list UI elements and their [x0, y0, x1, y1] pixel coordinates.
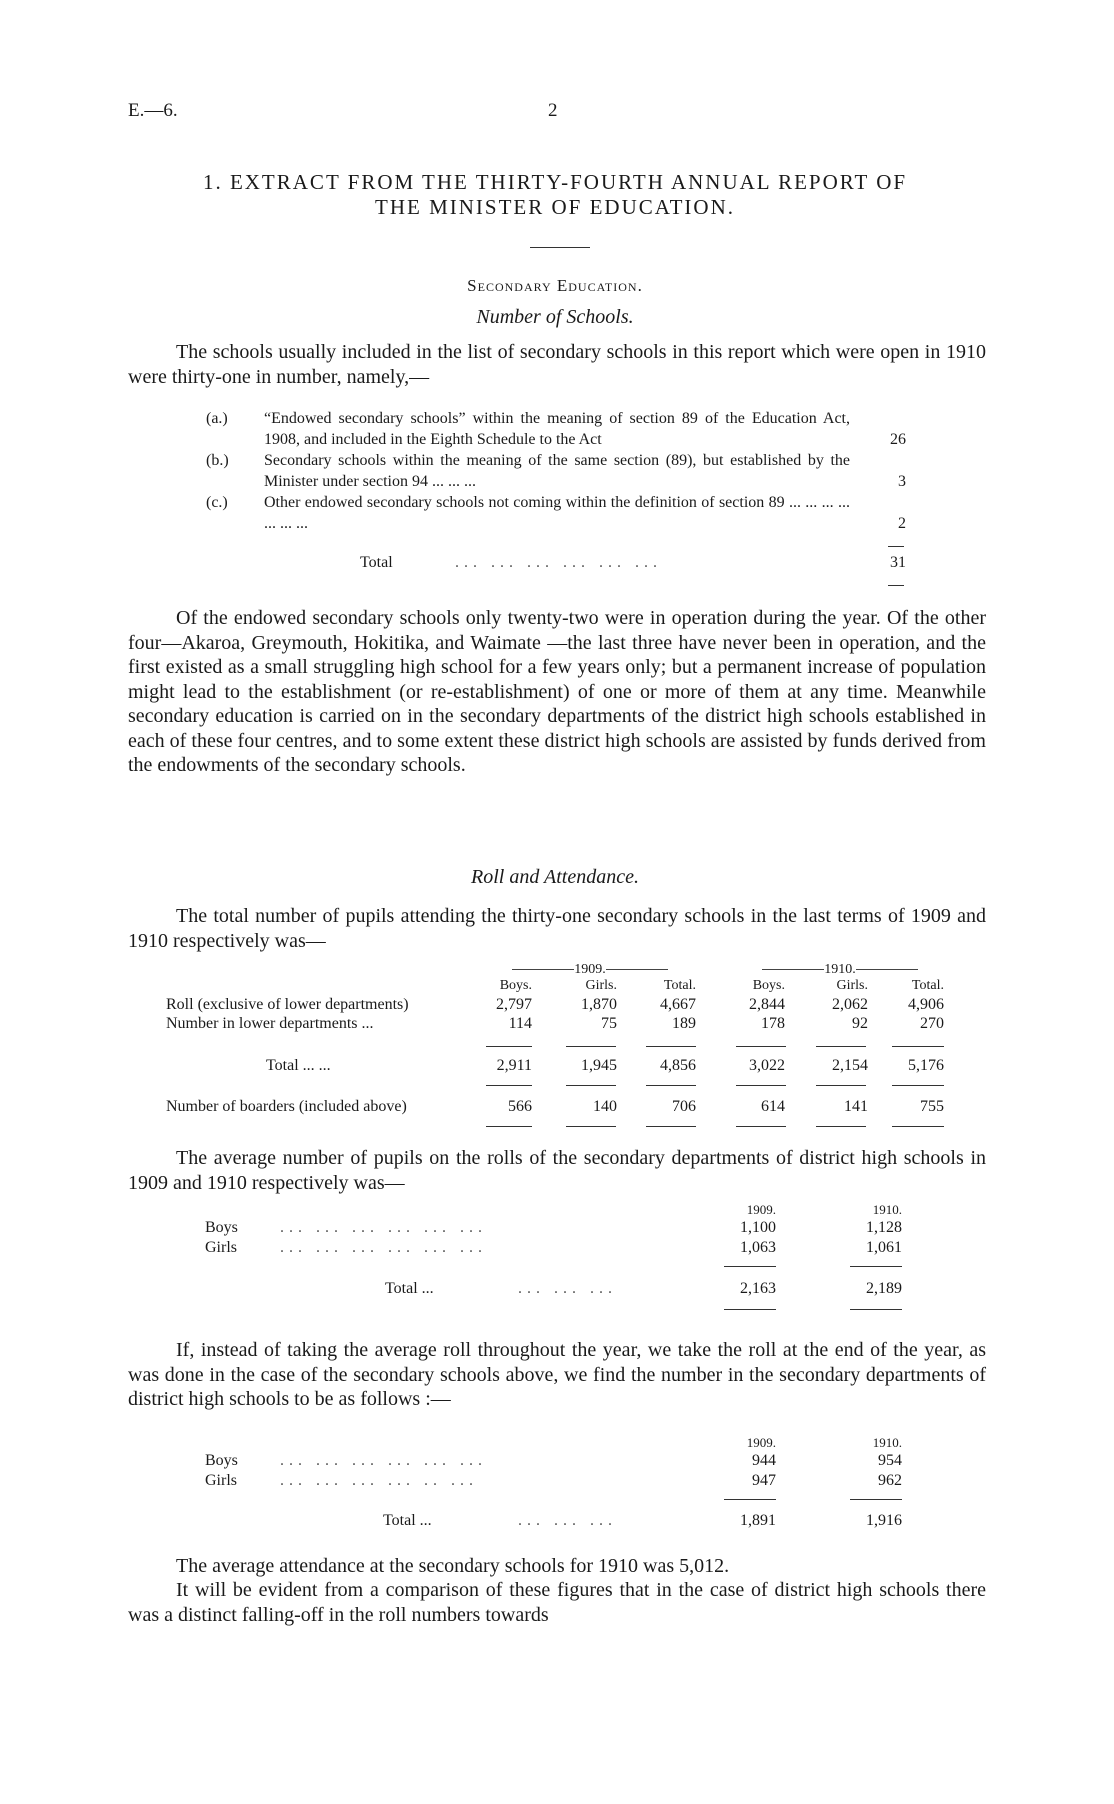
list-item-count: 26	[890, 431, 906, 448]
row-label: Total ...	[383, 1512, 432, 1529]
table-cell: 1,916	[866, 1512, 902, 1529]
table-cell: 2,189	[866, 1280, 902, 1297]
list-item-label: (c.)	[206, 494, 228, 511]
table-cell: 1,891	[740, 1512, 776, 1529]
table-cell: 5,176	[908, 1057, 944, 1074]
school-list	[206, 408, 906, 534]
table-cell: 270	[920, 1015, 944, 1032]
sum-rule	[724, 1499, 776, 1500]
column-header: Girls.	[585, 978, 617, 993]
sum-rule	[646, 1126, 696, 1127]
sum-rule	[566, 1046, 616, 1047]
leader-dots: ... ... ... ... .. ...	[280, 1472, 478, 1489]
table-cell: 4,667	[660, 996, 696, 1013]
table-cell: 2,911	[496, 1057, 532, 1074]
table-cell: 1,945	[581, 1057, 617, 1074]
sum-rule	[850, 1499, 902, 1500]
list-sum-rule	[888, 546, 904, 547]
average-roll-paragraph: The average number of pupils on the rolls of the secondary departments of district high schools in 1909 and 1910 respectively was—	[128, 1147, 986, 1194]
table-cell: 92	[852, 1015, 868, 1032]
row-label: Number of boarders (included above)	[166, 1098, 407, 1115]
document-reference: E.—6.	[128, 100, 178, 121]
sum-rule	[816, 1085, 866, 1086]
year-group-header: 1910.	[735, 962, 945, 978]
sum-rule	[486, 1126, 532, 1127]
row-label: Total ...	[385, 1280, 434, 1297]
sum-rule	[566, 1085, 616, 1086]
leader-dots: ... ... ... ... ... ...	[280, 1239, 487, 1256]
leader-dots: ... ... ...	[518, 1280, 617, 1297]
table-cell: 755	[920, 1098, 944, 1115]
row-label: Boys	[205, 1219, 238, 1236]
table-cell: 566	[508, 1098, 532, 1115]
row-label: Girls	[205, 1472, 237, 1489]
year-header: 1909.	[746, 1435, 776, 1450]
sum-rule	[816, 1126, 866, 1127]
table-cell: 2,844	[749, 996, 785, 1013]
sum-rule	[724, 1266, 776, 1267]
table-cell: 75	[601, 1015, 617, 1032]
page-header	[128, 100, 988, 130]
title-line-1: 1. EXTRACT FROM THE THIRTY-FOURTH ANNUAL REPORT OF	[202, 170, 908, 194]
list-item-text: “Endowed secondary schools” within the meaning of section 89 of the Education Act, 1908, and included in the Eighth Schedule to the Act	[264, 410, 850, 448]
row-label: Number in lower departments ...	[166, 1015, 374, 1032]
sum-rule	[850, 1266, 902, 1267]
sum-rule	[892, 1126, 944, 1127]
row-label: Girls	[205, 1239, 237, 1256]
list-item-text: Secondary schools within the meaning of the same section (89), but established by the Minister under section 94 ... ... ...	[264, 452, 850, 490]
sum-rule	[736, 1126, 786, 1127]
table-cell: 614	[761, 1098, 785, 1115]
sum-rule	[486, 1046, 532, 1047]
sum-rule	[892, 1046, 944, 1047]
table-cell: 178	[761, 1015, 785, 1032]
table-cell: 944	[752, 1452, 776, 1469]
sum-rule	[486, 1085, 532, 1086]
sum-rule	[736, 1085, 786, 1086]
table-cell: 189	[672, 1015, 696, 1032]
subheading-number-of-schools: Number of Schools.	[476, 306, 634, 328]
subheading-roll-and-attendance: Roll and Attendance.	[471, 866, 639, 888]
table-cell: 2,062	[832, 996, 868, 1013]
table-cell: 114	[508, 1015, 532, 1032]
intro-paragraph: The schools usually included in the list of secondary schools in this report which were open in 1910 were thirty-one in number, namely,—	[128, 341, 986, 388]
row-label: Boys	[205, 1452, 238, 1469]
table-cell: 1,128	[866, 1219, 902, 1236]
table-cell: 954	[878, 1452, 902, 1469]
table-cell: 947	[752, 1472, 776, 1489]
column-header: Girls.	[836, 978, 868, 993]
list-item-label: (a.)	[206, 410, 228, 427]
column-header: Total.	[663, 978, 696, 993]
table-cell: 4,906	[908, 996, 944, 1013]
table-cell: 1,061	[866, 1239, 902, 1256]
column-header: Total.	[911, 978, 944, 993]
page-number: 2	[548, 100, 558, 121]
table-cell: 962	[878, 1472, 902, 1489]
column-header: Boys.	[752, 978, 785, 993]
sum-rule	[646, 1085, 696, 1086]
school-list-total	[360, 554, 906, 578]
list-item	[206, 492, 906, 534]
end-of-year-roll-paragraph: If, instead of taking the average roll throughout the year, we take the roll at the end of the year, as was done in the case of the secondary schools above, we find the number in the secondary departments of district high schools to be as follows :—	[128, 1339, 986, 1410]
endowed-schools-paragraph: Of the endowed secondary schools only twenty-two were in operation during the year. Of the other four—Akaroa, Greymouth, Hokitika, and Waimate —the last three have never been in operation, and the first existed as a small struggling high school for a few years only; but a permanent increase of population might lead to the establishment (or re-establishment) of one or more of them at any time. Meanwhile secondary education is carried on in the secondary departments of the district high schools established in each of these four centres, and to some extent these district high schools are assisted by funds derived from the endowments of the secondary schools.	[128, 607, 986, 776]
year-header: 1910.	[872, 1435, 902, 1450]
list-item-count: 3	[898, 473, 906, 490]
title-divider	[530, 247, 590, 248]
report-title	[120, 170, 990, 220]
closing-paragraph: It will be evident from a comparison of these figures that in the case of district high schools there was a distinct falling-off in the roll numbers towards	[128, 1579, 986, 1626]
list-item	[206, 450, 906, 492]
sum-rule	[724, 1309, 776, 1310]
leader-dots: ... ... ... ... ... ...	[455, 554, 662, 571]
leader-dots: ... ... ... ... ... ...	[280, 1219, 487, 1236]
row-label: Roll (exclusive of lower departments)	[166, 996, 409, 1013]
list-total-rule	[888, 585, 904, 586]
table-cell: 1,063	[740, 1239, 776, 1256]
year-header: 1909.	[746, 1202, 776, 1217]
list-item-text: Other endowed secondary schools not coming within the definition of section 89 ... ... ... ... ... ... ...	[264, 494, 850, 532]
table-cell: 1,100	[740, 1219, 776, 1236]
table-cell: 140	[593, 1098, 617, 1115]
title-line-2: THE MINISTER OF EDUCATION.	[375, 195, 735, 219]
sum-rule	[566, 1126, 616, 1127]
table-cell: 2,163	[740, 1280, 776, 1297]
table-cell: 2,797	[496, 996, 532, 1013]
section-heading: Secondary Education.	[467, 276, 643, 295]
year-group-header: 1909.	[478, 962, 702, 978]
sum-rule	[736, 1046, 786, 1047]
table-cell: 2,154	[832, 1057, 868, 1074]
sum-rule	[816, 1046, 866, 1047]
roll-paragraph: The total number of pupils attending the thirty-one secondary schools in the last terms of 1909 and 1910 respectively was—	[128, 905, 986, 952]
list-item	[206, 408, 906, 450]
table-cell: 3,022	[749, 1057, 785, 1074]
total-count: 31	[890, 554, 906, 571]
table-cell: 141	[844, 1098, 868, 1115]
sum-rule	[850, 1309, 902, 1310]
table-cell: 1,870	[581, 996, 617, 1013]
year-header: 1910.	[872, 1202, 902, 1217]
list-item-count: 2	[898, 515, 906, 532]
column-header: Boys.	[499, 978, 532, 993]
sum-rule	[892, 1085, 944, 1086]
sum-rule	[646, 1046, 696, 1047]
table-cell: 706	[672, 1098, 696, 1115]
row-label: Total ... ...	[266, 1057, 331, 1074]
attendance-paragraph: The average attendance at the secondary schools for 1910 was 5,012.	[176, 1555, 730, 1577]
list-item-label: (b.)	[206, 452, 229, 469]
leader-dots: ... ... ... ... ... ...	[280, 1452, 487, 1469]
total-label: Total	[360, 554, 393, 571]
leader-dots: ... ... ...	[518, 1512, 617, 1529]
table-cell: 4,856	[660, 1057, 696, 1074]
